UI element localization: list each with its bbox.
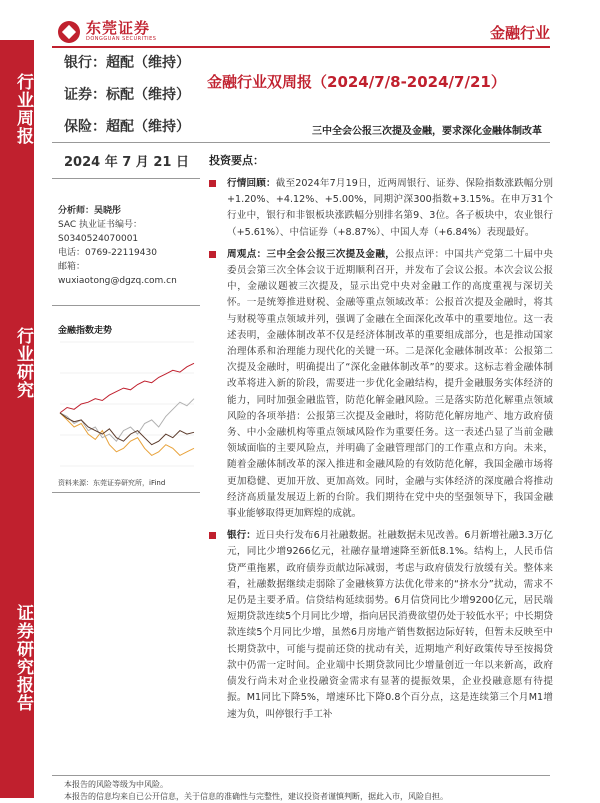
chart-title: 金融指数走势 (58, 326, 113, 336)
company-name-cn: 东莞证券 (86, 19, 151, 37)
footer-risk-level: 本报告的风险等级为中风险。 (64, 780, 168, 789)
analyst-cert-label: SAC 执业证书编号： (58, 220, 143, 230)
header-divider (52, 46, 550, 48)
analyst-info (58, 204, 198, 288)
analyst-phone: 电话：0769-22119430 (58, 248, 157, 258)
date-divider (52, 178, 200, 179)
chart-divider (52, 492, 200, 493)
industry-label: 金融行业 (489, 24, 550, 42)
analyst-divider (52, 305, 200, 306)
company-name-en: DONGGUAN SECURITIES (86, 36, 157, 42)
point-lead: 行情回顾： (227, 178, 276, 189)
footer-disclaimer (64, 779, 448, 803)
rating-insurance: 保险：超配（维持） (64, 119, 190, 135)
footer-info-note: 本报告的信息均来自已公开信息，关于信息的准确性与完整性，建议投资者谨慎判断，据此入市，风险自担。 (64, 792, 448, 801)
point-lead: 周观点：三中全会公报三次提及金融， (227, 248, 396, 260)
point-market-review (207, 176, 553, 241)
point-text: 截至2024年7月19日，近两周银行、证券、保险指数涨跌幅分别+1.20%、+4.12%、+5.00%，同期沪深300指数+3.15%。在申万31个行业中，银行和非银板块涨跌幅分别排名第9、3位。各子板块中，农业银行（+5.61%）、中信证券（+8.87%）、中国人寿（+6.84%）表现最好。 (227, 178, 554, 238)
company-logo (58, 20, 156, 43)
point-text: 公报点评：中国共产党第二十届中央委员会第三次全体会议于近期顺利召开，并发布了会议公报。本次会议公报中，金融议题被三次提及，显示出党中央对金融工作的高度重视与深切关怀。一是统筹推进财税、金融等重点领域改革：公报首次提及金融时，将其与财税等重点领域并列，强调了金融在全面深化改革中的重要地位。这一表述表明，金融体制改革不仅是经济体制改革的重要组成部分，也是推动国家治理体系和治理能力现代化的关键一环。二是深化金融体制改革：公报第二次提及金融时，明确提出了“深化金融体制改革”的要求。这标志着金融体制改革将进入新的阶段，需要进一步优化金融结构，提升金融服务实体经济的能力，同时加强金融监管，防范化解金融风险。三是落实防范化解重点领域风险的各项举措：公报第三次提及金融时，将防范化解房地产、地方政府债务、中小金融机构等重点领域风险作为重要任务。这一表述凸显了当前金融领域面临的主要风险点，并明确了金融管理部门的工作重点和方向。未来，随着金融体制改革的深入推进和金融风险的有效防范化解，我国金融市场将更加稳健、更加开放、更加高效。同时，金融与实体经济的深度融合将推动经济高质量发展迈上新的台阶。我们期待在党中央的坚强领导下，我国金融事业能够取得更加辉煌的成就。 (227, 248, 554, 520)
report-date: 2024 年 7 月 21 日 (64, 155, 189, 170)
bullet-icon (209, 532, 216, 539)
analyst-cert-number: S0340524070001 (58, 234, 139, 244)
investment-points (207, 176, 553, 729)
analyst-name: 分析师：吴晓彤 (58, 206, 122, 216)
rating-securities: 证券：标配（维持） (64, 87, 190, 103)
analyst-email[interactable]: wuxiaotong@dgzq.com.cn (58, 276, 177, 286)
point-weekly-view (207, 247, 553, 522)
footer-divider (52, 775, 550, 776)
sidebar-label-weekly: 行业周报 (13, 73, 33, 145)
bullet-icon (209, 180, 216, 187)
bullet-icon (209, 251, 216, 258)
report-title: 金融行业双周报（2024/7/8-2024/7/21） (207, 73, 506, 91)
point-lead: 银行： (227, 530, 256, 542)
point-text: 近日央行发布6月社融数据。社融数据未见改善。6月新增社融3.3万亿元，同比少增9266亿元，社融存量增速降至新低8.1%。结构上，人民币信贷严重拖累，政府债券贡献边际减弱，考虑与政府债发行放缓有关。整体来看，社融数据继续走弱除了金融核算方法优化带来的“挤水分”扰动，需求不足仍是主要矛盾。信贷结构延续弱势。6月信贷同比少增9200亿元，居民端短期贷款连续5个月同比少增，指向居民消费欲望仍处于较低水平；中长期贷款连续5个月同比少增，虽然6月房地产销售数据边际好转，但暂未反映至中长期贷款中，可能与提前还贷的扰动有关，近期地产利好政策传导至按揭贷款中仍需一定时间。企业端中长期贷款同比少增量创近一年以来新高，政府债发行尚未对企业投融资金需求有显著的提振效果，企业投融意愿有待提振。M1同比下降5%，增速环比下降0.8个百分点，这是连续第三个月M1增速为负，叫停银行手工补 (227, 530, 554, 720)
left-sidebar (0, 40, 34, 798)
analyst-email-label: 邮箱： (58, 262, 86, 272)
sidebar-label-research: 行业研究 (13, 327, 33, 399)
finance-index-chart (56, 336, 198, 472)
sidebar-label-securities-report: 证券研究报告 (13, 604, 33, 712)
logo-icon (58, 21, 80, 43)
ratings-block (64, 54, 190, 150)
chart-source: 资料来源：东莞证券研究所，iFind (58, 479, 166, 487)
rating-bank: 银行：超配（维持） (64, 55, 190, 71)
points-heading: 投资要点： (209, 154, 264, 167)
point-bank (207, 528, 553, 722)
series-line-银行 (60, 363, 194, 413)
report-subtitle: 三中全会公报三次提及金融，要求深化金融体制改革 (312, 126, 542, 137)
series-line-证券 (60, 413, 194, 456)
title-divider (52, 142, 550, 143)
